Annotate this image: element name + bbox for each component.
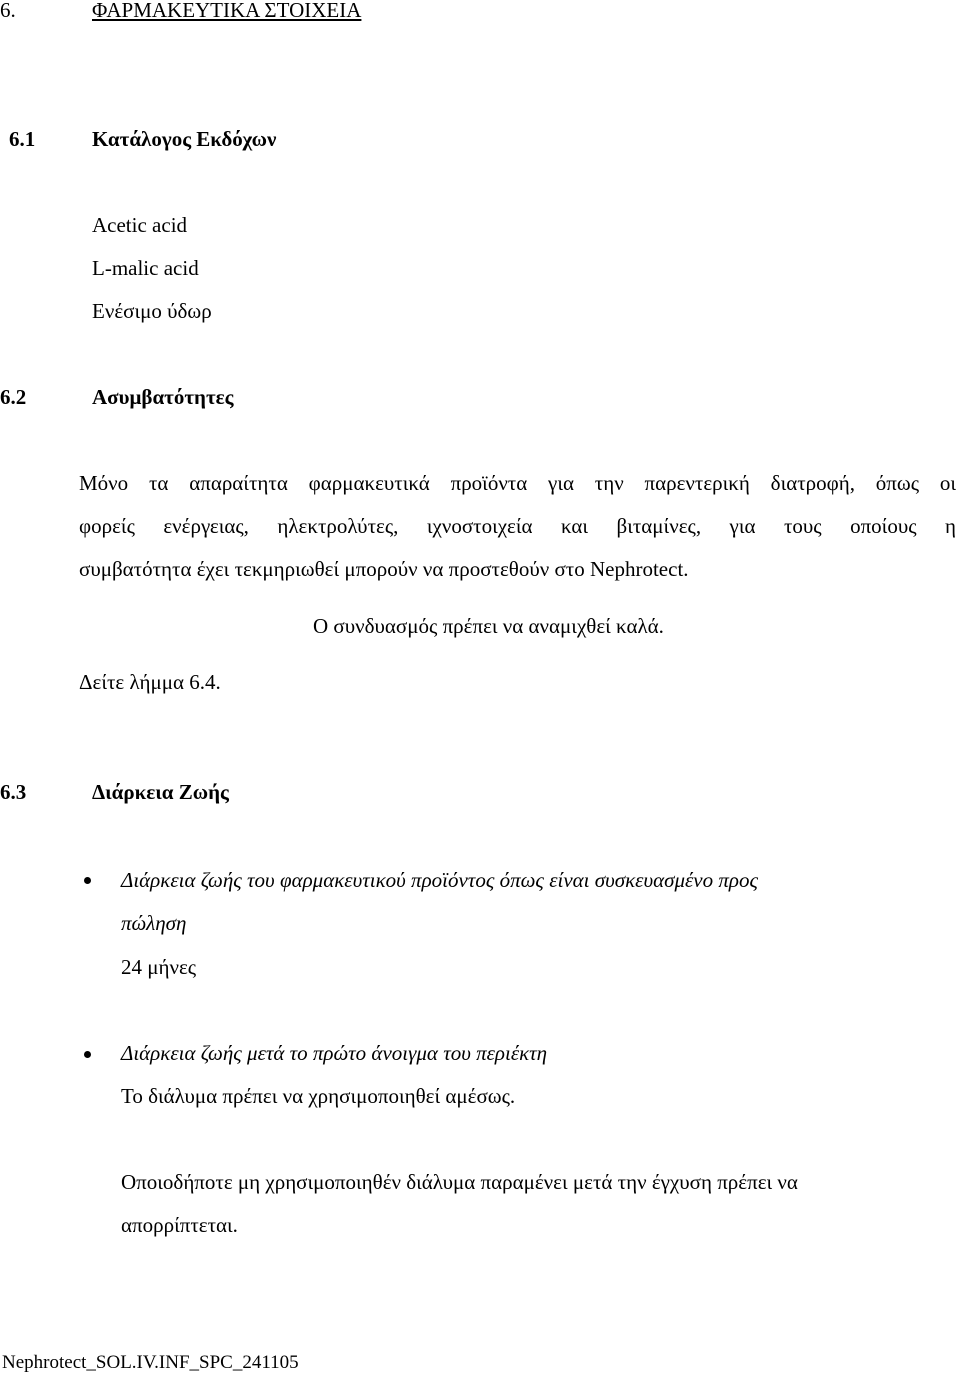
see-reference: Δείτε λήμμα 6.4. xyxy=(79,670,221,694)
excipient-item: L-malic acid xyxy=(92,256,199,280)
shelf-life-value: 24 μήνες xyxy=(121,955,197,979)
after-opening-heading: Διάρκεια ζωής μετά το πρώτο άνοιγμα του περιέκτη xyxy=(121,1041,548,1065)
section-6-3-number: 6.3 xyxy=(0,780,27,804)
incompatibility-paragraph-line: φορείς ενέργειας, ηλεκτρολύτες, ιχνοστοιχεία και βιταμίνες, για τους οποίους η xyxy=(79,514,956,538)
incompatibility-paragraph-line: Μόνο τα απαραίτητα φαρμακευτικά προϊόντα για την παρεντερική διατροφή, όπως οι xyxy=(79,471,956,495)
section-6-2-title: Ασυμβατότητες xyxy=(92,385,234,409)
section-6-number: 6. xyxy=(0,0,16,22)
section-6-2-number: 6.2 xyxy=(0,385,27,409)
excipient-item: Ενέσιμο ύδωρ xyxy=(92,299,212,323)
mix-note: Ο συνδυασμός πρέπει να αναμιχθεί καλά. xyxy=(313,614,664,638)
excipient-item: Acetic acid xyxy=(92,213,188,237)
section-6-3-title: Διάρκεια Ζωής xyxy=(92,780,229,804)
shelf-life-heading-line: Διάρκεια ζωής του φαρμακευτικού προϊόντος όπως είναι συσκευασμένο προς xyxy=(121,868,758,892)
section-6-title: ΦΑΡΜΑΚΕΥΤΙΚΑ ΣΤΟΙΧΕΙΑ xyxy=(92,0,362,22)
incompatibility-paragraph-line: συμβατότητα έχει τεκμηριωθεί μπορούν να προστεθούν στο Nephrotect. xyxy=(79,557,689,581)
after-opening-text: Το διάλυμα πρέπει να χρησιμοποιηθεί αμέσως. xyxy=(121,1084,516,1108)
disposal-text-line: Οποιοδήποτε μη χρησιμοποιηθέν διάλυμα παραμένει μετά την έγχυση πρέπει να xyxy=(121,1170,798,1194)
bullet-icon xyxy=(84,1051,91,1058)
section-6-1-title: Κατάλογος Εκδόχων xyxy=(92,127,277,151)
disposal-text-line: απορρίπτεται. xyxy=(121,1213,238,1237)
bullet-icon xyxy=(84,877,91,884)
shelf-life-heading-line: πώληση xyxy=(121,911,187,935)
section-6-1-number: 6.1 xyxy=(9,127,36,151)
document-footer-id: Nephrotect_SOL.IV.INF_SPC_241105 xyxy=(2,1352,299,1373)
